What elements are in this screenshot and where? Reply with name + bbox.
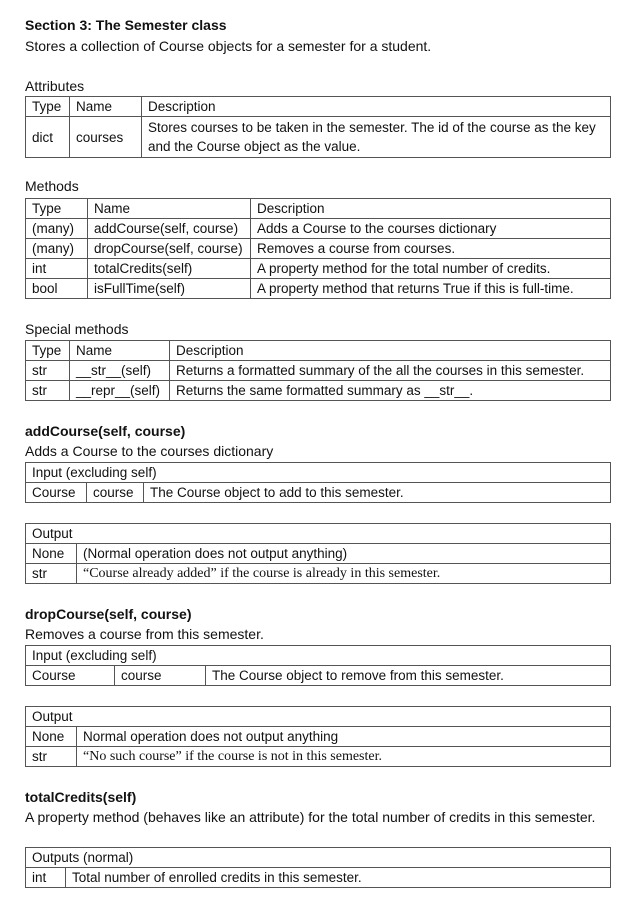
- total-credits-output-table: [25, 847, 611, 888]
- cell-type: str: [26, 361, 70, 381]
- drop-course-input-table: [25, 645, 611, 686]
- header-cell: Name: [70, 341, 170, 361]
- cell-description: Returns a formatted summary of the all the courses in this semester.: [170, 361, 611, 381]
- cell-description: The Course object to remove from this semester.: [206, 666, 611, 686]
- cell-description: Stores courses to be taken in the semester. The id of the course as the key and the Course object as the value.: [142, 117, 611, 158]
- header-cell: Name: [88, 199, 251, 219]
- output-header: Outputs (normal): [26, 848, 611, 868]
- header-cell: Type: [26, 199, 88, 219]
- table-row: [26, 259, 611, 279]
- cell-name: courses: [70, 117, 142, 158]
- cell-description: A property method that returns True if this is full-time.: [251, 279, 611, 299]
- cell-type: str: [26, 564, 77, 584]
- cell-type: int: [26, 259, 88, 279]
- table-header-row: [26, 97, 611, 117]
- cell-type: Course: [26, 483, 87, 503]
- add-course-title: addCourse(self, course): [25, 423, 186, 439]
- drop-course-title: dropCourse(self, course): [25, 606, 192, 622]
- table-header-row: [26, 646, 611, 666]
- cell-description: (Normal operation does not output anything): [77, 544, 611, 564]
- drop-course-output-table: [25, 706, 611, 767]
- cell-name: course: [87, 483, 144, 503]
- cell-name: totalCredits(self): [88, 259, 251, 279]
- cell-name: course: [115, 666, 206, 686]
- cell-name: addCourse(self, course): [88, 219, 251, 239]
- cell-description: “No such course” if the course is not in this semester.: [77, 747, 611, 767]
- total-credits-description: A property method (behaves like an attribute) for the total number of credits in this semester.: [25, 809, 596, 825]
- input-header: Input (excluding self): [26, 646, 611, 666]
- cell-name: isFullTime(self): [88, 279, 251, 299]
- table-row: [26, 361, 611, 381]
- cell-type: Course: [26, 666, 115, 686]
- output-header: Output: [26, 524, 611, 544]
- cell-type: str: [26, 747, 77, 767]
- cell-description: “Course already added” if the course is already in this semester.: [77, 564, 611, 584]
- cell-name: __repr__(self): [70, 381, 170, 401]
- total-credits-title: totalCredits(self): [25, 789, 137, 805]
- cell-name: __str__(self): [70, 361, 170, 381]
- table-header-row: [26, 524, 611, 544]
- add-course-description: Adds a Course to the courses dictionary: [25, 443, 274, 459]
- table-row: [26, 544, 611, 564]
- input-header: Input (excluding self): [26, 463, 611, 483]
- table-row: [26, 117, 611, 158]
- section-description: Stores a collection of Course objects for a semester for a student.: [25, 38, 432, 54]
- table-header-row: [26, 463, 611, 483]
- cell-type: (many): [26, 239, 88, 259]
- add-course-input-table: [25, 462, 611, 503]
- header-cell: Description: [251, 199, 611, 219]
- methods-table: [25, 198, 611, 299]
- table-header-row: [26, 848, 611, 868]
- cell-name: dropCourse(self, course): [88, 239, 251, 259]
- cell-description: Adds a Course to the courses dictionary: [251, 219, 611, 239]
- cell-description: Returns the same formatted summary as __str__.: [170, 381, 611, 401]
- cell-type: str: [26, 381, 70, 401]
- section-title: Section 3: The Semester class: [25, 17, 227, 33]
- table-header-row: [26, 707, 611, 727]
- attributes-label: Attributes: [25, 78, 85, 94]
- cell-description: Total number of enrolled credits in this semester.: [66, 868, 611, 888]
- attributes-table: [25, 96, 611, 158]
- table-row: [26, 381, 611, 401]
- table-row: [26, 279, 611, 299]
- table-row: [26, 868, 611, 888]
- table-row: [26, 219, 611, 239]
- special-methods-label: Special methods: [25, 321, 129, 337]
- table-row: [26, 666, 611, 686]
- special-methods-table: [25, 340, 611, 401]
- cell-description: The Course object to add to this semester.: [144, 483, 611, 503]
- cell-type: (many): [26, 219, 88, 239]
- cell-type: int: [26, 868, 66, 888]
- table-row: [26, 727, 611, 747]
- drop-course-description: Removes a course from this semester.: [25, 626, 264, 642]
- header-cell: Type: [26, 341, 70, 361]
- cell-type: None: [26, 544, 77, 564]
- table-row: [26, 483, 611, 503]
- header-cell: Name: [70, 97, 142, 117]
- header-cell: Description: [170, 341, 611, 361]
- cell-description: Normal operation does not output anything: [77, 727, 611, 747]
- add-course-output-table: [25, 523, 611, 584]
- cell-type: dict: [26, 117, 70, 158]
- cell-description: A property method for the total number of credits.: [251, 259, 611, 279]
- table-row: [26, 564, 611, 584]
- cell-type: bool: [26, 279, 88, 299]
- methods-label: Methods: [25, 178, 79, 194]
- table-header-row: [26, 199, 611, 219]
- header-cell: Type: [26, 97, 70, 117]
- header-cell: Description: [142, 97, 611, 117]
- table-row: [26, 747, 611, 767]
- output-header: Output: [26, 707, 611, 727]
- cell-description: Removes a course from courses.: [251, 239, 611, 259]
- cell-type: None: [26, 727, 77, 747]
- table-header-row: [26, 341, 611, 361]
- table-row: [26, 239, 611, 259]
